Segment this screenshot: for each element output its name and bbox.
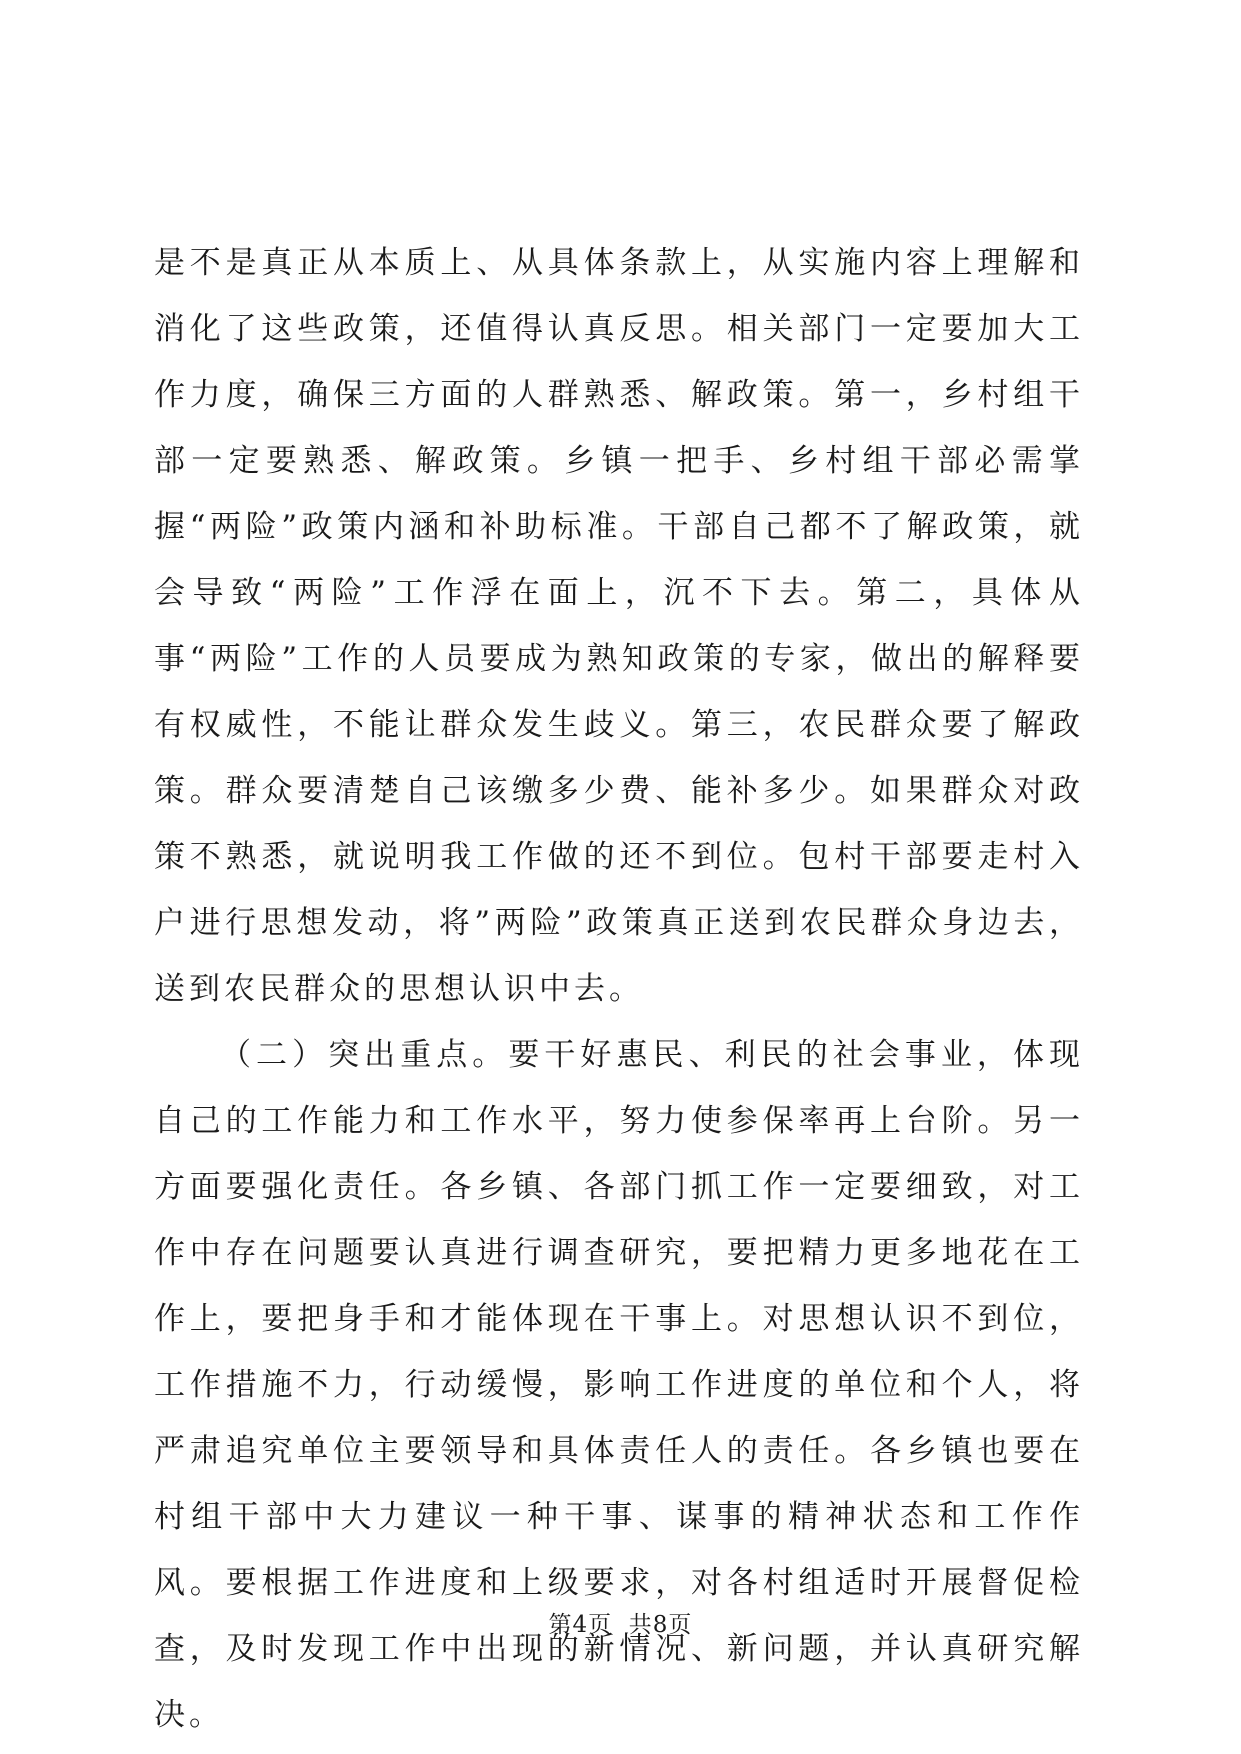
page-footer [0, 1606, 1241, 1639]
document-body [154, 230, 1084, 1748]
paragraph-continued: 是不是真正从本质上、从具体条款上，从实施内容上理解和消化了这些政策，还值得认真反思。相关部门一定要加大工作力度，确保三方面的人群熟悉、解政策。第一，乡村组干部一定要熟悉、解政策。乡镇一把手、乡村组干部必需掌握“两险”政策内涵和补助标准。干部自己都不了解政策，就会导致“两险”工作浮在面上，沉不下去。第二，具体从事“两险”工作的人员要成为熟知政策的专家，做出的解释要有权威性，不能让群众发生歧义。第三，农民群众要了解政策。群众要清楚自己该缴多少费、能补多少。如果群众对政策不熟悉，就说明我工作做的还不到位。包村干部要走村入户进行思想发动，将”两险”政策真正送到农民群众身边去，送到农民群众的思想认识中去。 [154, 245, 1084, 1007]
page-number: 第4页 共8页 [548, 1612, 693, 1638]
paragraph-section-two: （二）突出重点。要干好惠民、利民的社会事业，体现自己的工作能力和工作水平，努力使参保率再上台阶。另一方面要强化责任。各乡镇、各部门抓工作一定要细致，对工作中存在问题要认真进行调查研究，要把精力更多地花在工作上，要把身手和才能体现在干事上。对思想认识不到位，工作措施不力，行动缓慢，影响工作进度的单位和个人，将严肃追究单位主要领导和具体责任人的责任。各乡镇也要在村组干部中大力建议一种干事、谋事的精神状态和工作作风。要根据工作进度和上级要求，对各村组适时开展督促检查，及时发现工作中出现的新情况、新问题，并认真研究解决。 [154, 1037, 1084, 1733]
